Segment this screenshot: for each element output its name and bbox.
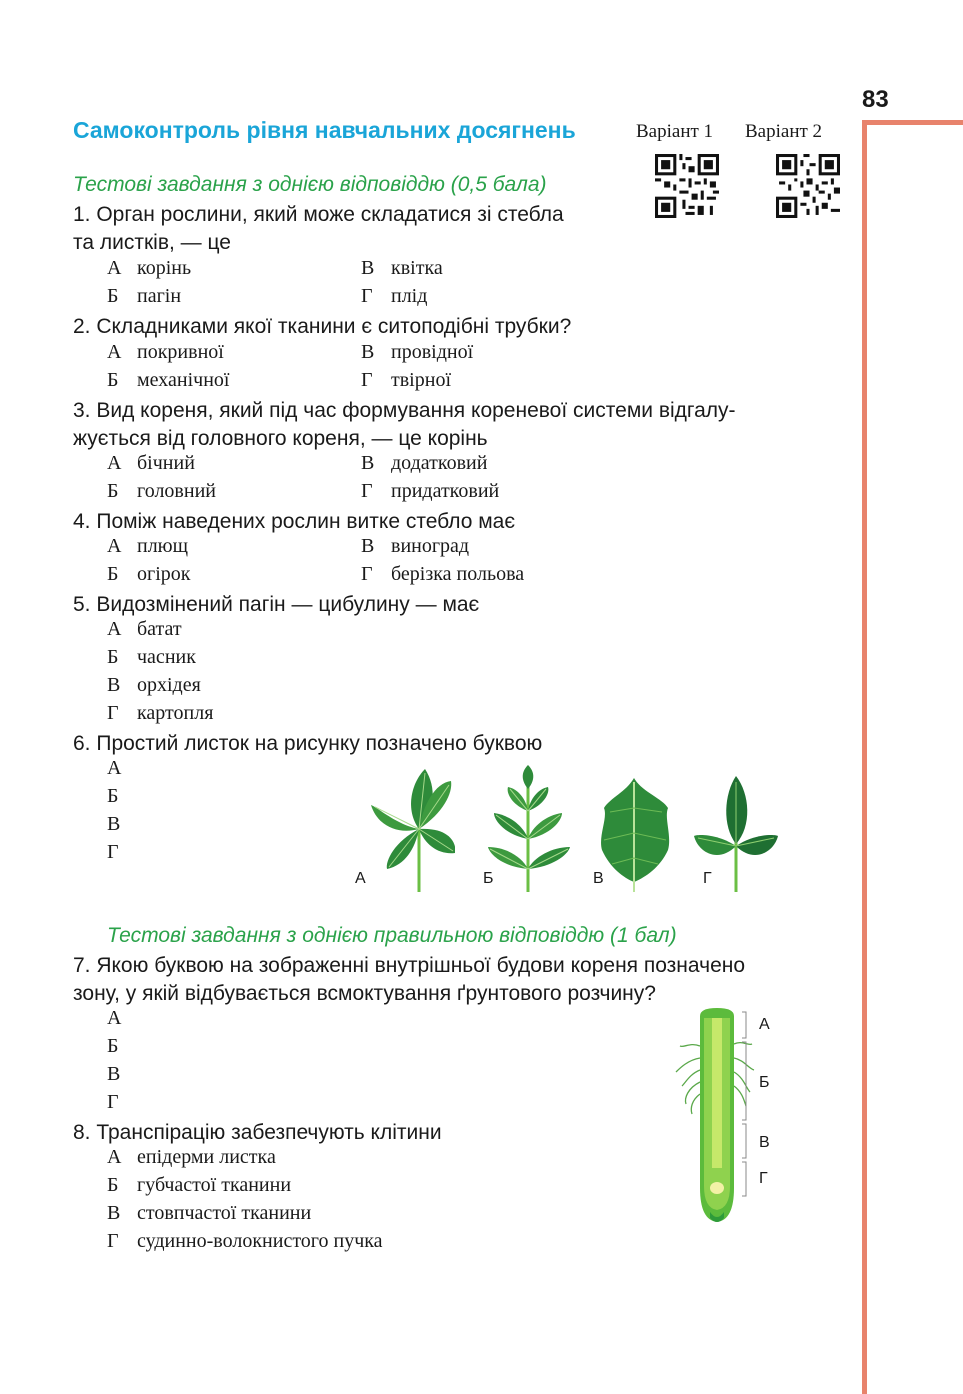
question-7-text-line-2: зону, у якій відбувається всмоктування ґрунтового розчину? xyxy=(73,982,656,1005)
question-5-text: 5. Видозмінений пагін — цибулину — має xyxy=(73,593,480,616)
question-7-text-line-1: 7. Якою буквою на зображенні внутрішньої будови кореня позначено xyxy=(73,954,746,977)
question-5-option-b[interactable]: Б часник xyxy=(107,646,196,668)
page-number: 83 xyxy=(862,86,889,113)
question-3-option-a[interactable]: А бічний xyxy=(107,452,195,474)
question-3-option-v[interactable]: В додатковий xyxy=(361,452,488,474)
question-6-text: 6. Простий листок на рисунку позначено буквою xyxy=(73,732,543,755)
section-heading-half-point: Тестові завдання з однією відповіддю (0,5 бала) xyxy=(73,173,547,196)
question-1-text-line-1: 1. Орган рослини, який може складатися зі стебла xyxy=(73,203,564,226)
leaf-figure-a xyxy=(365,765,455,895)
question-1-text-line-2: та листків, — це xyxy=(73,231,231,254)
leaf-label-b: Б xyxy=(483,870,494,887)
question-7-option-b[interactable]: Б xyxy=(107,1035,119,1057)
page-border-top xyxy=(862,120,963,125)
question-5-option-v[interactable]: В орхідея xyxy=(107,674,201,696)
question-3-text-line-2: жується від головного кореня, — це корінь xyxy=(73,427,488,450)
question-8-option-b[interactable]: Б губчастої тканини xyxy=(107,1174,292,1196)
question-1-option-v[interactable]: В квітка xyxy=(361,257,443,279)
question-3-option-b[interactable]: Б головний xyxy=(107,480,216,502)
question-2-option-g[interactable]: Г твірної xyxy=(361,369,451,391)
question-3-text-line-1: 3. Вид кореня, який під час формування кореневої системи відгалу- xyxy=(73,399,736,422)
root-label-b: Б xyxy=(759,1074,770,1091)
question-4-option-g[interactable]: Г берізка польова xyxy=(361,563,525,585)
question-2-text: 2. Складниками якої тканини є ситоподібні трубки? xyxy=(73,315,572,338)
question-3-option-g[interactable]: Г придатковий xyxy=(361,480,500,502)
question-1-option-g[interactable]: Г плід xyxy=(361,285,428,307)
variant-2-label: Варіант 2 xyxy=(745,121,823,142)
root-label-v: В xyxy=(759,1134,770,1151)
question-1-option-a[interactable]: А корінь xyxy=(107,257,192,279)
question-2-option-v[interactable]: В провідної xyxy=(361,341,474,363)
question-1-option-b[interactable]: Б пагін xyxy=(107,285,182,307)
leaf-label-a: А xyxy=(355,870,366,887)
question-8-option-a[interactable]: А епідерми листка xyxy=(107,1146,276,1168)
root-label-g: Г xyxy=(759,1170,768,1187)
question-8-option-v[interactable]: В стовпчастої тканини xyxy=(107,1202,312,1224)
question-7-option-g[interactable]: Г xyxy=(107,1091,119,1113)
variant-1-label: Варіант 1 xyxy=(636,121,714,142)
leaf-figure-b xyxy=(488,765,573,895)
question-6-option-b[interactable]: Б xyxy=(107,785,119,807)
root-label-a: А xyxy=(759,1016,770,1033)
question-8-text: 8. Транспірацію забезпечують клітини xyxy=(73,1121,442,1144)
question-4-option-v[interactable]: В виноград xyxy=(361,535,470,557)
page-border-side xyxy=(862,120,867,1394)
question-7-option-v[interactable]: В xyxy=(107,1063,121,1085)
page-title: Самоконтроль рівня навчальних досягнень xyxy=(73,117,576,143)
question-8-option-g[interactable]: Г судинно-волокнистого пучка xyxy=(107,1230,383,1252)
question-2-option-a[interactable]: А покривної xyxy=(107,341,224,363)
question-5-option-a[interactable]: А батат xyxy=(107,618,182,640)
root-structure-figure xyxy=(672,1008,764,1226)
question-6-option-a[interactable]: А xyxy=(107,757,122,779)
qr-code-variant-1[interactable] xyxy=(655,154,719,218)
leaf-label-v: В xyxy=(593,870,604,887)
question-6-option-g[interactable]: Г xyxy=(107,841,119,863)
question-2-option-b[interactable]: Б механічної xyxy=(107,369,230,391)
section-heading-one-point: Тестові завдання з однією правильною відповіддю (1 бал) xyxy=(107,924,677,947)
leaf-figure-v xyxy=(596,778,676,894)
question-4-option-a[interactable]: А плющ xyxy=(107,535,189,557)
question-5-option-g[interactable]: Г картопля xyxy=(107,702,214,724)
question-4-option-b[interactable]: Б огірок xyxy=(107,563,191,585)
question-4-text: 4. Поміж наведених рослин витке стебло має xyxy=(73,510,516,533)
question-6-option-v[interactable]: В xyxy=(107,813,121,835)
qr-code-variant-2[interactable] xyxy=(776,154,840,218)
question-7-option-a[interactable]: А xyxy=(107,1007,122,1029)
leaf-label-g: Г xyxy=(703,870,712,887)
